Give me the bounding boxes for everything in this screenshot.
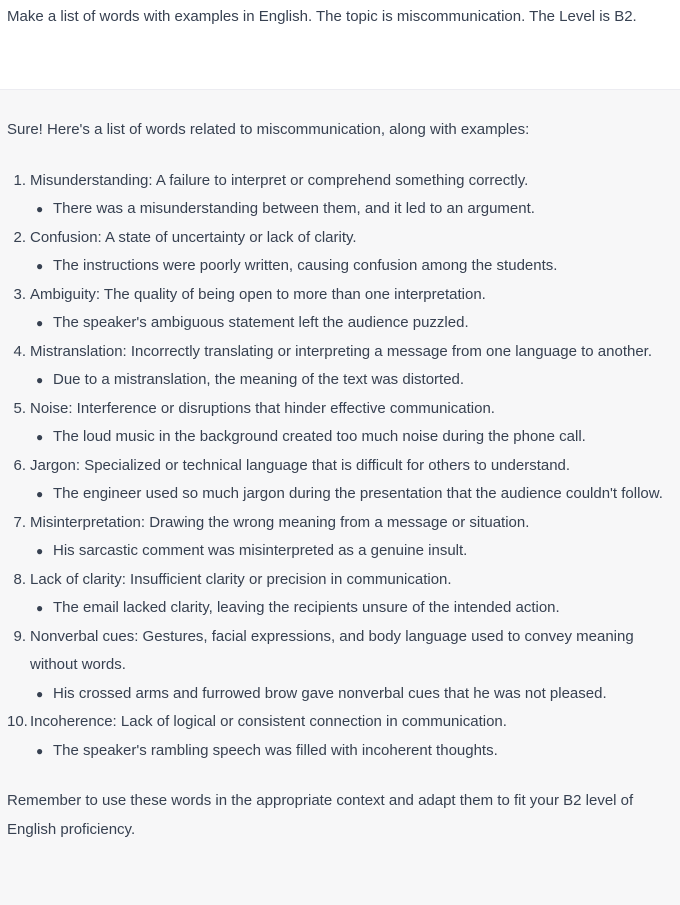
example-item bbox=[30, 195, 680, 224]
assistant-outro: Remember to use these words in the appropriate context and adapt them to fit your B2 level of English proficiency. bbox=[7, 792, 634, 838]
example-item bbox=[30, 366, 680, 395]
bullet-icon: ● bbox=[36, 487, 44, 501]
list-item bbox=[7, 452, 680, 509]
example-text: The email lacked clarity, leaving the recipients unsure of the intended action. bbox=[53, 599, 560, 616]
list-item bbox=[7, 281, 680, 338]
list-number: 2. bbox=[13, 228, 26, 246]
list-item bbox=[7, 338, 680, 395]
example-text: The loud music in the background created too much noise during the phone call. bbox=[53, 428, 586, 445]
example-text: His sarcastic comment was misinterpreted as a genuine insult. bbox=[53, 542, 468, 559]
word-definition: Ambiguity: The quality of being open to more than one interpretation. bbox=[30, 285, 486, 303]
list-number: 10. bbox=[7, 713, 28, 730]
example-item bbox=[30, 537, 680, 566]
list-item bbox=[7, 395, 680, 452]
word-definition: Noise: Interference or disruptions that hinder effective communication. bbox=[30, 399, 495, 417]
word-definition: Confusion: A state of uncertainty or lack of clarity. bbox=[30, 228, 357, 246]
list-number: 7. bbox=[13, 513, 26, 531]
list-number: 9. bbox=[13, 627, 26, 645]
assistant-intro: Sure! Here's a list of words related to miscommunication, along with examples: bbox=[7, 121, 530, 138]
word-definition: Incoherence: Lack of logical or consistent connection in communication. bbox=[30, 713, 507, 730]
example-item bbox=[30, 480, 680, 509]
example-text: There was a misunderstanding between them, and it led to an argument. bbox=[53, 200, 535, 217]
example-item bbox=[30, 737, 680, 766]
list-number: 8. bbox=[13, 570, 26, 588]
bullet-icon: ● bbox=[36, 316, 44, 330]
list-number: 3. bbox=[13, 285, 26, 303]
word-definition: Lack of clarity: Insufficient clarity or precision in communication. bbox=[30, 570, 452, 588]
example-item bbox=[30, 423, 680, 452]
bullet-icon: ● bbox=[36, 601, 44, 615]
bullet-icon: ● bbox=[36, 743, 44, 758]
bullet-icon: ● bbox=[36, 373, 44, 387]
word-definition: Misinterpretation: Drawing the wrong meaning from a message or situation. bbox=[30, 513, 530, 531]
example-text: His crossed arms and furrowed brow gave nonverbal cues that he was not pleased. bbox=[53, 684, 607, 702]
example-item bbox=[30, 680, 680, 709]
example-text: The speaker's rambling speech was filled with incoherent thoughts. bbox=[53, 741, 498, 759]
bullet-icon: ● bbox=[36, 544, 44, 558]
bullet-icon: ● bbox=[36, 202, 44, 216]
example-text: The engineer used so much jargon during the presentation that the audience couldn't follow. bbox=[53, 485, 663, 502]
word-definition: Nonverbal cues: Gestures, facial expressions, and body language used to convey meaning without words. bbox=[30, 627, 634, 673]
list-number: 5. bbox=[13, 399, 26, 417]
user-message-text: Make a list of words with examples in English. The topic is miscommunication. The Level is B2. bbox=[7, 8, 637, 25]
list-item bbox=[7, 566, 680, 623]
list-item bbox=[7, 167, 680, 224]
example-item bbox=[30, 309, 680, 338]
list-number: 1. bbox=[13, 171, 26, 189]
example-text: The speaker's ambiguous statement left the audience puzzled. bbox=[53, 314, 469, 331]
example-text: Due to a mistranslation, the meaning of the text was distorted. bbox=[53, 371, 465, 388]
word-list bbox=[7, 167, 680, 766]
list-item bbox=[7, 224, 680, 281]
word-definition: Mistranslation: Incorrectly translating or interpreting a message from one language to another. bbox=[30, 342, 653, 360]
list-item bbox=[7, 509, 680, 566]
example-item bbox=[30, 594, 680, 623]
list-item bbox=[7, 708, 680, 765]
word-definition: Misunderstanding: A failure to interpret or comprehend something correctly. bbox=[30, 171, 529, 189]
example-text: The instructions were poorly written, causing confusion among the students. bbox=[53, 257, 558, 274]
bullet-icon: ● bbox=[36, 430, 44, 444]
word-definition: Jargon: Specialized or technical language that is difficult for others to understand. bbox=[30, 456, 571, 474]
assistant-message bbox=[0, 90, 680, 905]
example-item bbox=[30, 252, 680, 281]
user-message bbox=[0, 0, 680, 90]
list-number: 4. bbox=[13, 342, 26, 360]
bullet-icon: ● bbox=[36, 259, 44, 273]
list-number: 6. bbox=[13, 456, 26, 474]
list-item bbox=[7, 623, 680, 709]
bullet-icon: ● bbox=[36, 686, 44, 701]
